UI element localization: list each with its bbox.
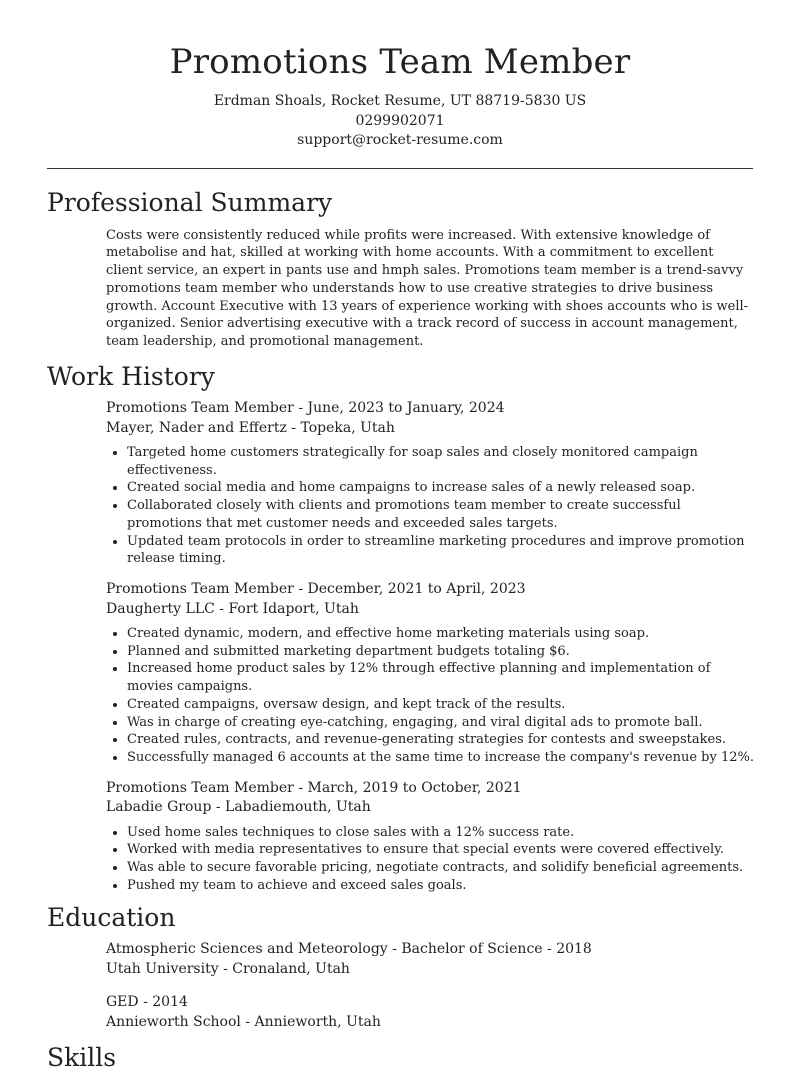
job-entry (106, 580, 754, 767)
skills-section (0, 1040, 800, 1076)
job-bullet: • Created campaigns, oversaw design, and kept track of the results. (127, 696, 754, 714)
job-bullet: • Targeted home customers strategically for soap sales and closely monitored campaign effectiveness. (127, 444, 754, 479)
job-company-location: Mayer, Nader and Effertz - Topeka, Utah (106, 419, 395, 436)
job-bullet: • Was in charge of creating eye-catching, engaging, and viral digital ads to promote ball. (127, 714, 754, 732)
job-bullet: • Collaborated closely with clients and promotions team member to create successful promotions that met customer needs and exceeded sales targets. (127, 497, 754, 532)
job-bullet: • Created social media and home campaigns to increase sales of a newly released soap. (127, 479, 754, 497)
education-school: Annieworth School - Annieworth, Utah (106, 1013, 381, 1030)
section-title-skills: Skills (47, 1043, 117, 1073)
job-bullet: • Updated team protocols in order to streamline marketing procedures and improve promotion release timing. (127, 533, 754, 568)
job-bullet: • Was able to secure favorable pricing, negotiate contracts, and solidify beneficial agreements. (127, 859, 754, 877)
job-bullet: • Planned and submitted marketing department budgets totaling $6. (127, 643, 754, 661)
job-bullet: • Worked with media representatives to ensure that special events were covered effectively. (127, 841, 754, 859)
contact-address: Erdman Shoals, Rocket Resume, UT 88719-5830 US (213, 93, 587, 109)
job-title-dates: Promotions Team Member - December, 2021 to April, 2023 (106, 581, 526, 597)
education-body (0, 940, 800, 1032)
education-degree: Atmospheric Sciences and Meteorology - Bachelor of Science - 2018 (106, 941, 592, 958)
professional-summary-section (0, 185, 800, 352)
education-section (0, 900, 800, 1032)
summary-body (0, 227, 800, 352)
job-bullets (106, 625, 754, 767)
contact-phone: 0299902071 (355, 112, 445, 129)
job-company-location: Labadie Group - Labadiemouth, Utah (106, 799, 371, 816)
job-entry (106, 399, 754, 568)
education-degree: GED - 2014 (106, 994, 188, 1011)
job-bullets (106, 444, 754, 568)
job-company-location: Daugherty LLC - Fort Idaport, Utah (106, 600, 359, 617)
job-bullet: • Increased home product sales by 12% through effective planning and implementation of movies campaigns. (127, 660, 754, 695)
job-bullet: • Successfully managed 6 accounts at the same time to increase the company's revenue by 12%. (127, 749, 754, 767)
contact-email: support@rocket-resume.com (297, 132, 503, 148)
section-title-summary: Professional Summary (47, 187, 333, 217)
job-bullet: • Created rules, contracts, and revenue-generating strategies for contests and sweepstakes. (127, 731, 754, 749)
resume-header (0, 0, 800, 151)
section-title-education: Education (47, 903, 176, 933)
education-entry (106, 940, 754, 979)
section-title-work: Work History (47, 362, 215, 392)
job-bullet: • Pushed my team to achieve and exceed sales goals. (127, 877, 754, 895)
education-school: Utah University - Cronaland, Utah (106, 960, 350, 977)
summary-text: Costs were consistently reduced while profits were increased. With extensive knowledge of metabolise and hat, skilled at working with home accounts. With a commitment to excellent client service, an expert in pants use and hmph sales. Promotions team member is a trend-savvy promotions team member who understands how to use creative strategies to drive business growth. Account Executive with 13 years of experience working with shoes accounts who is well-organized. Senior advertising executive with a track record of success in account management, team leadership, and promotional management. (106, 227, 749, 350)
job-title-dates: Promotions Team Member - June, 2023 to January, 2024 (106, 400, 505, 417)
contact-info (0, 92, 800, 151)
job-bullet: • Created dynamic, modern, and effective home marketing materials using soap. (127, 625, 754, 643)
job-bullet: • Used home sales techniques to close sales with a 12% success rate. (127, 824, 754, 842)
work-body (0, 399, 800, 894)
job-title-dates: Promotions Team Member - March, 2019 to October, 2021 (106, 779, 522, 796)
work-history-section (0, 359, 800, 894)
header-divider (47, 168, 753, 169)
education-entry (106, 993, 754, 1032)
job-entry (106, 779, 754, 895)
candidate-name: Promotions Team Member (169, 42, 631, 82)
job-bullets (106, 824, 754, 895)
